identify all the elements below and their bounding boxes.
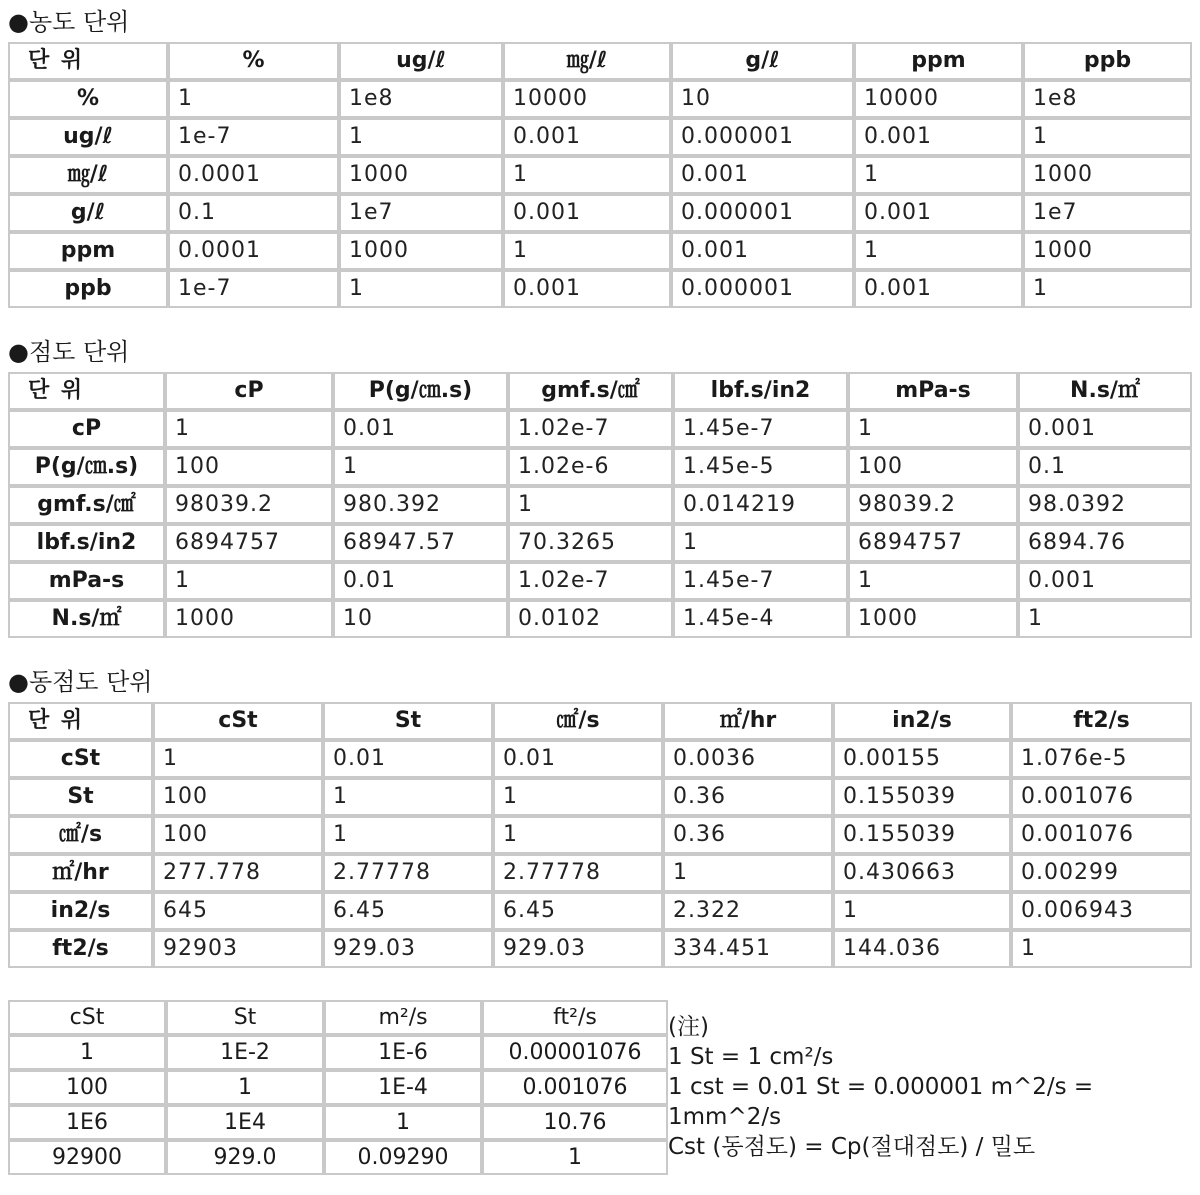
table-cell: 0.001 (854, 194, 1023, 232)
table-cell: 0.01 (333, 562, 508, 600)
table-cell: 1 (153, 740, 323, 778)
column-header: cSt (8, 1000, 166, 1035)
table-cell: 1 (493, 778, 663, 816)
row-header: ppb (8, 270, 168, 308)
table-cell: 1000 (339, 156, 503, 194)
table-cell: 98039.2 (848, 486, 1018, 524)
table-cell: 1 (323, 816, 493, 854)
table-cell: 0.155039 (833, 778, 1011, 816)
table-row (8, 562, 1192, 600)
row-header: ㎎/ℓ (8, 156, 168, 194)
table-cell: 1 (333, 448, 508, 486)
table-cell: 0.1 (1018, 448, 1192, 486)
table-row (8, 1140, 668, 1175)
table-cell: 0.001 (671, 156, 854, 194)
table-cell: 100 (153, 778, 323, 816)
table-cell: 1 (1023, 118, 1192, 156)
row-header: cP (8, 410, 165, 448)
table-cell: 144.036 (833, 930, 1011, 968)
table-cell: 1e8 (1023, 80, 1192, 118)
corner-header: 단 위 (8, 372, 165, 410)
table-cell: 1 (848, 410, 1018, 448)
table-cell: 1 (854, 232, 1023, 270)
table-cell: 1 (323, 778, 493, 816)
table-row (8, 816, 1192, 854)
row-header: ㎠/s (8, 816, 153, 854)
row-header: in2/s (8, 892, 153, 930)
column-header: gmf.s/㎠ (508, 372, 673, 410)
table-cell: 1 (482, 1140, 668, 1175)
table-row (8, 118, 1192, 156)
table-cell: 1 (165, 410, 333, 448)
row-header: P(g/㎝.s) (8, 448, 165, 486)
column-header: St (166, 1000, 324, 1035)
table-cell: 10000 (854, 80, 1023, 118)
table-row (8, 1070, 668, 1105)
table-cell: 0.01 (333, 410, 508, 448)
table-cell: 1E-6 (324, 1035, 482, 1070)
table-cell: 0.01 (493, 740, 663, 778)
table-cell: 0.001 (854, 118, 1023, 156)
section-title-kinematic-viscosity: ●동점도 단위 (8, 668, 153, 696)
table-cell: 2.77778 (323, 854, 493, 892)
table-cell: 929.03 (493, 930, 663, 968)
table-cell: 0.1 (168, 194, 339, 232)
table-cell: 1E4 (166, 1105, 324, 1140)
table-cell: 1.45e-4 (673, 600, 848, 638)
table-cell: 1 (8, 1035, 166, 1070)
column-header: P(g/㎝.s) (333, 372, 508, 410)
table-row (8, 270, 1192, 308)
table-cell: 1 (673, 524, 848, 562)
table-cell: 100 (848, 448, 1018, 486)
table-cell: 10 (333, 600, 508, 638)
table-cell: 1 (1011, 930, 1192, 968)
table-cell: 0.001 (671, 232, 854, 270)
column-header: ppm (854, 42, 1023, 80)
table-cell: 0.36 (663, 816, 833, 854)
conversion-note (668, 1012, 1093, 1162)
row-header: cSt (8, 740, 153, 778)
table-cell: 1000 (165, 600, 333, 638)
column-header: cSt (153, 702, 323, 740)
table-cell: 1 (848, 562, 1018, 600)
table-cell: 0.430663 (833, 854, 1011, 892)
row-header: g/ℓ (8, 194, 168, 232)
table-cell: 10.76 (482, 1105, 668, 1140)
table-cell: 1 (324, 1105, 482, 1140)
table-cell: 645 (153, 892, 323, 930)
column-header: N.s/㎡ (1018, 372, 1192, 410)
table-cell: 0.00299 (1011, 854, 1192, 892)
column-header: ft²/s (482, 1000, 668, 1035)
note-line: 1mm^2/s (668, 1104, 782, 1130)
table-cell: 0.001076 (1011, 778, 1192, 816)
table-cell: 1 (503, 232, 671, 270)
table-cell: 1 (508, 486, 673, 524)
table-cell: 1e7 (339, 194, 503, 232)
row-header: N.s/㎡ (8, 600, 165, 638)
table-cell: 1.45e-7 (673, 562, 848, 600)
column-header: ㎠/s (493, 702, 663, 740)
table-cell: 1 (1018, 600, 1192, 638)
table-cell: 98039.2 (165, 486, 333, 524)
section-title-concentration: ●농도 단위 (8, 8, 130, 36)
table-cell: 1 (166, 1070, 324, 1105)
column-header: lbf.s/in2 (673, 372, 848, 410)
row-header: ppm (8, 232, 168, 270)
table-cell: 1000 (848, 600, 1018, 638)
column-header: mPa-s (848, 372, 1018, 410)
table-cell: 1 (854, 156, 1023, 194)
table-cell: 0.0036 (663, 740, 833, 778)
row-header: St (8, 778, 153, 816)
table-cell: 100 (165, 448, 333, 486)
table-cell: 0.155039 (833, 816, 1011, 854)
table-cell: 1.45e-5 (673, 448, 848, 486)
table-cell: 0.001 (1018, 562, 1192, 600)
table-row (8, 1035, 668, 1070)
row-header: mPa-s (8, 562, 165, 600)
table-cell: 1 (339, 270, 503, 308)
table-cell: 334.451 (663, 930, 833, 968)
table-cell: 68947.57 (333, 524, 508, 562)
table-cell: 0.001076 (482, 1070, 668, 1105)
table-cell: 0.09290 (324, 1140, 482, 1175)
table-cell: 0.0001 (168, 232, 339, 270)
table-cell: 1.02e-6 (508, 448, 673, 486)
column-header: ug/ℓ (339, 42, 503, 80)
table-cell: 2.77778 (493, 854, 663, 892)
table-cell: 0.014219 (673, 486, 848, 524)
table-row (8, 524, 1192, 562)
table-header-row (8, 42, 1192, 80)
column-header: St (323, 702, 493, 740)
table-cell: 1 (168, 80, 339, 118)
note-line: 1 St = 1 cm²/s (668, 1044, 834, 1070)
corner-header: 단 위 (8, 702, 153, 740)
table-row (8, 778, 1192, 816)
table-row (8, 486, 1192, 524)
column-header: % (168, 42, 339, 80)
table-cell: 0.001 (503, 194, 671, 232)
table-cell: 1000 (1023, 156, 1192, 194)
small-conversion-table (8, 1000, 668, 1175)
table-cell: 929.03 (323, 930, 493, 968)
table-cell: 0.36 (663, 778, 833, 816)
table-cell: 0.001076 (1011, 816, 1192, 854)
table-cell: 0.01 (323, 740, 493, 778)
table-cell: 100 (8, 1070, 166, 1105)
table-cell: 100 (153, 816, 323, 854)
table-cell: 0.001 (503, 270, 671, 308)
table-cell: 6894757 (165, 524, 333, 562)
table-row (8, 156, 1192, 194)
table-cell: 980.392 (333, 486, 508, 524)
row-header: ug/ℓ (8, 118, 168, 156)
table-cell: 1e-7 (168, 118, 339, 156)
row-header: lbf.s/in2 (8, 524, 165, 562)
column-header: cP (165, 372, 333, 410)
table-row (8, 448, 1192, 486)
column-header: m²/s (324, 1000, 482, 1035)
note-line: (注) (668, 1014, 709, 1040)
table-cell: 1.02e-7 (508, 410, 673, 448)
row-header: ㎡/hr (8, 854, 153, 892)
section-title-viscosity: ●점도 단위 (8, 338, 130, 366)
table-cell: 1 (663, 854, 833, 892)
table-row (8, 194, 1192, 232)
table-row (8, 410, 1192, 448)
column-header: ㎡/hr (663, 702, 833, 740)
table-cell: 10000 (503, 80, 671, 118)
table-cell: 1 (833, 892, 1011, 930)
column-header: ㎎/ℓ (503, 42, 671, 80)
table-cell: 1 (493, 816, 663, 854)
table-cell: 0.0001 (168, 156, 339, 194)
table-cell: 98.0392 (1018, 486, 1192, 524)
kinematic-viscosity-table (8, 702, 1192, 968)
table-cell: 92900 (8, 1140, 166, 1175)
table-row (8, 1105, 668, 1140)
table-cell: 277.778 (153, 854, 323, 892)
table-cell: 92903 (153, 930, 323, 968)
table-cell: 6894.76 (1018, 524, 1192, 562)
table-header-row (8, 702, 1192, 740)
table-cell: 0.001 (1018, 410, 1192, 448)
column-header: ft2/s (1011, 702, 1192, 740)
table-cell: 0.001 (854, 270, 1023, 308)
table-cell: 1 (503, 156, 671, 194)
table-cell: 1e7 (1023, 194, 1192, 232)
table-cell: 1e-7 (168, 270, 339, 308)
table-cell: 0.006943 (1011, 892, 1192, 930)
table-cell: 1000 (339, 232, 503, 270)
table-header-row (8, 1000, 668, 1035)
table-cell: 6.45 (323, 892, 493, 930)
table-cell: 0.000001 (671, 194, 854, 232)
table-cell: 0.0102 (508, 600, 673, 638)
table-cell: 70.3265 (508, 524, 673, 562)
table-cell: 0.001 (503, 118, 671, 156)
table-cell: 1E-2 (166, 1035, 324, 1070)
row-header: ft2/s (8, 930, 153, 968)
table-cell: 1.45e-7 (673, 410, 848, 448)
table-row (8, 600, 1192, 638)
table-row (8, 892, 1192, 930)
table-cell: 1 (1023, 270, 1192, 308)
note-line: 1 cst = 0.01 St = 0.000001 m^2/s = (668, 1074, 1094, 1100)
table-row (8, 930, 1192, 968)
table-cell: 1 (339, 118, 503, 156)
table-cell: 1e8 (339, 80, 503, 118)
viscosity-table (8, 372, 1192, 638)
table-cell: 0.00001076 (482, 1035, 668, 1070)
table-cell: 1E6 (8, 1105, 166, 1140)
table-row (8, 232, 1192, 270)
table-cell: 6894757 (848, 524, 1018, 562)
table-cell: 1E-4 (324, 1070, 482, 1105)
table-cell: 6.45 (493, 892, 663, 930)
table-row (8, 740, 1192, 778)
corner-header: 단 위 (8, 42, 168, 80)
table-row (8, 854, 1192, 892)
concentration-table (8, 42, 1192, 308)
table-row (8, 80, 1192, 118)
table-header-row (8, 372, 1192, 410)
row-header: gmf.s/㎠ (8, 486, 165, 524)
column-header: in2/s (833, 702, 1011, 740)
table-cell: 0.000001 (671, 270, 854, 308)
table-cell: 1 (165, 562, 333, 600)
column-header: g/ℓ (671, 42, 854, 80)
table-cell: 0.00155 (833, 740, 1011, 778)
table-cell: 2.322 (663, 892, 833, 930)
table-cell: 0.000001 (671, 118, 854, 156)
table-cell: 10 (671, 80, 854, 118)
table-cell: 929.0 (166, 1140, 324, 1175)
table-cell: 1.076e-5 (1011, 740, 1192, 778)
table-cell: 1.02e-7 (508, 562, 673, 600)
table-cell: 1000 (1023, 232, 1192, 270)
column-header: ppb (1023, 42, 1192, 80)
row-header: % (8, 80, 168, 118)
note-line: Cst (동점도) = Cp(절대점도) / 밀도 (668, 1134, 1036, 1160)
